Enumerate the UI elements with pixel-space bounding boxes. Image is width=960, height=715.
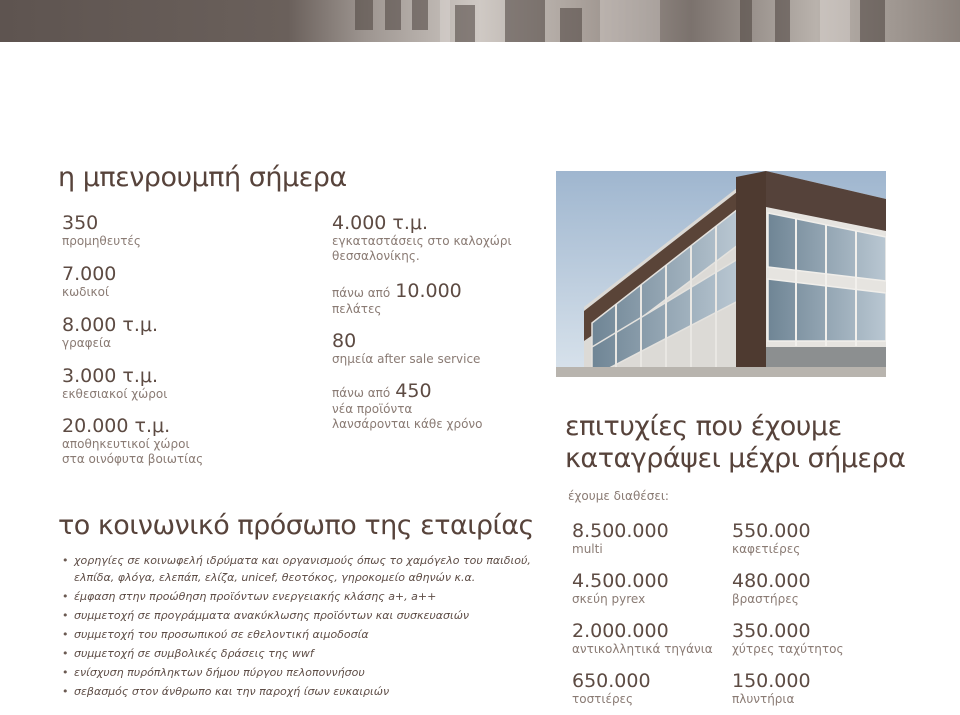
stat-number: 3.000 τ.μ.	[62, 365, 159, 387]
stat-number: 80	[332, 330, 357, 352]
list-item: • συμμετοχή του προσωπικού σε εθελοντική αιμοδοσία	[62, 627, 532, 644]
stat-number: 10.000	[395, 280, 462, 302]
sale-label: καφετιέρες	[732, 542, 801, 556]
sale-stat	[572, 670, 651, 707]
stat-prefix: πάνω από	[332, 386, 391, 400]
sale-number: 550.000	[732, 520, 811, 542]
stat-number: 7.000	[62, 263, 117, 285]
stat-label: σημεία after sale service	[332, 352, 481, 366]
sale-label: βραστήρες	[732, 592, 799, 606]
social-bullet-list	[62, 553, 532, 703]
stat-warehouses	[62, 415, 203, 467]
stat-label: αποθηκευτικοί χώροι	[62, 437, 190, 451]
section-title-company-today: η μπενρουμπή σήμερα	[58, 162, 347, 193]
list-item: • ενίσχυση πυρόπληκτων δήμου πύργου πελοποννήσου	[62, 665, 532, 682]
list-item: • σεβασμός στον άνθρωπο και την παροχή ίσων ευκαιριών	[62, 684, 532, 701]
stat-suppliers	[62, 212, 141, 249]
sale-stat	[732, 670, 811, 707]
sale-label: αντικολλητικά τηγάνια	[572, 642, 713, 656]
sale-stat	[732, 620, 844, 657]
section-title-line2: καταγράψει μέχρι σήμερα	[565, 443, 906, 474]
stat-customers	[332, 280, 462, 317]
sale-number: 2.000.000	[572, 620, 669, 642]
sale-label: τοστιέρες	[572, 692, 634, 706]
stat-number: 450	[395, 380, 432, 402]
list-item: • έμφαση στην προώθηση προϊόντων ενεργειακής κλάσης a+, a++	[62, 589, 532, 606]
stat-label-line2: λανσάρονται κάθε χρόνο	[332, 417, 483, 431]
stat-number: 4.000 τ.μ.	[332, 212, 429, 234]
sale-label: σκεύη pyrex	[572, 592, 646, 606]
stat-label-line2: στα οινόφυτα βοιωτίας	[62, 452, 204, 466]
stat-label-line2: θεσσαλονίκης.	[332, 249, 420, 263]
sale-label: πλυντήρια	[732, 692, 795, 706]
sale-stat	[732, 570, 811, 607]
sale-number: 8.500.000	[572, 520, 669, 542]
stat-number: 350	[62, 212, 99, 234]
we-have-sold-label: έχουμε διαθέσει:	[568, 489, 669, 503]
list-item: • συμμετοχή σε προγράμματα ανακύκλωσης προϊόντων και συσκευασιών	[62, 608, 532, 625]
stat-service-points	[332, 330, 480, 367]
stat-label: εκθεσιακοί χώροι	[62, 387, 168, 401]
stat-label: κωδικοί	[62, 285, 109, 299]
stat-number: 20.000 τ.μ.	[62, 415, 171, 437]
sale-stat	[732, 520, 811, 557]
list-item: • συμμετοχή σε συμβολικές δράσεις της wwf	[62, 646, 532, 663]
sale-stat	[572, 520, 669, 557]
list-item: • χορηγίες σε κοινωφελή ιδρύματα και οργανισμούς όπως το χαμόγελο του παιδιού, ελπίδα, φλόγα, ελεπάπ, ελίζα, unicef, θεοτόκος, γηροκομείο αθηνών κ.α.	[62, 553, 532, 586]
sale-stat	[572, 620, 713, 657]
stat-codes	[62, 263, 116, 300]
stat-offices	[62, 314, 158, 351]
building-photo	[556, 171, 886, 377]
sale-number: 150.000	[732, 670, 811, 692]
section-title-line1: επιτυχίες που έχουμε	[565, 411, 842, 442]
sale-number: 350.000	[732, 620, 811, 642]
sale-number: 650.000	[572, 670, 651, 692]
stat-thessaloniki-facilities	[332, 212, 512, 264]
sale-label: multi	[572, 542, 603, 556]
stat-prefix: πάνω από	[332, 286, 391, 300]
stat-label: νέα προϊόντα	[332, 402, 413, 416]
sale-number: 4.500.000	[572, 570, 669, 592]
stat-label: προμηθευτές	[62, 234, 141, 248]
stat-showrooms	[62, 365, 167, 402]
top-banner-image	[0, 0, 960, 42]
section-title-successes	[565, 411, 905, 475]
sale-number: 480.000	[732, 570, 811, 592]
stat-number: 8.000 τ.μ.	[62, 314, 159, 336]
sale-label: χύτρες ταχύτητος	[732, 642, 844, 656]
section-title-social-face: το κοινωνικό πρόσωπο της εταιρίας	[58, 510, 534, 541]
stat-label: γραφεία	[62, 336, 112, 350]
sale-stat	[572, 570, 669, 607]
stat-label: πελάτες	[332, 302, 382, 316]
stat-new-products	[332, 380, 482, 432]
stat-label: εγκαταστάσεις στο καλοχώρι	[332, 234, 512, 248]
